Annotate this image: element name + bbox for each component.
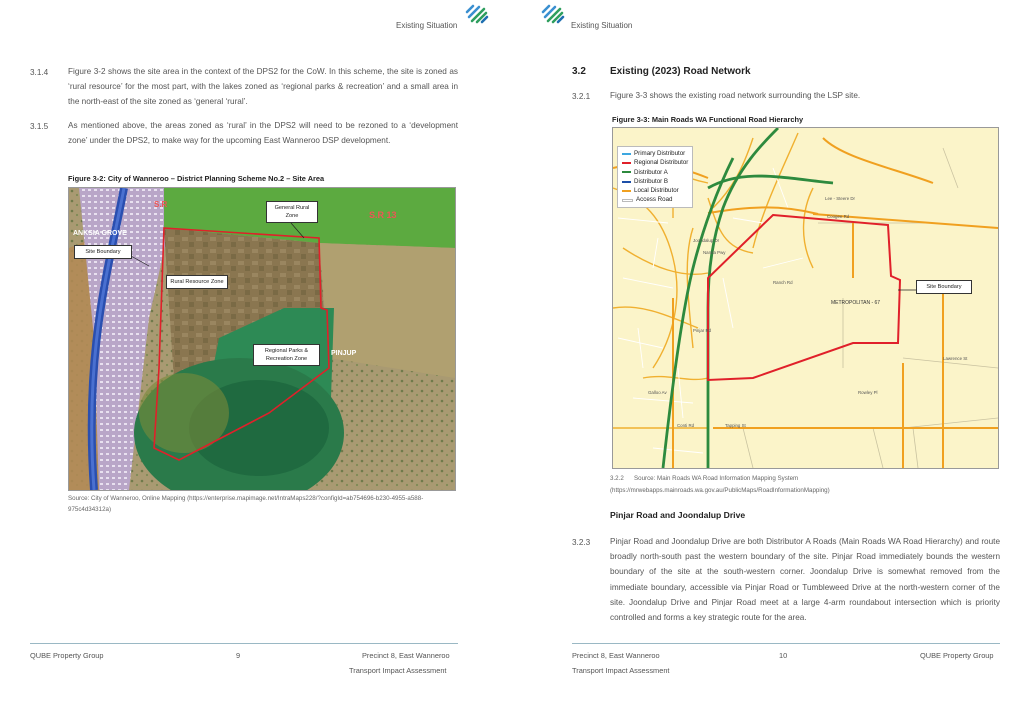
road-label-tapping: Tapping St	[725, 423, 746, 428]
map-label-pinjup: PINJUP	[331, 350, 357, 357]
road-label-joondalup: Joondalup Dr	[693, 238, 720, 243]
figure-3-2-caption: Figure 3-2: City of Wanneroo – District Planning Scheme No.2 – Site Area	[68, 174, 325, 183]
para-number: 3.2.1	[572, 92, 591, 101]
para-number: 3.2.3	[572, 538, 591, 547]
footer-project: Precinct 8, East Wanneroo	[572, 651, 660, 660]
footer-company: QUBE Property Group	[30, 651, 104, 660]
footer-report-title: Transport Impact Assessment	[572, 666, 670, 675]
legend-primary-distributor: Primary Distributor	[622, 149, 688, 158]
map-legend	[617, 146, 693, 208]
right-page	[514, 0, 1029, 702]
road-label-pinjar: Pinjar Rd	[693, 328, 712, 333]
road-label-coogee: Coogee Rd	[827, 214, 850, 219]
road-label-nanda: Nanda Pwy	[703, 250, 726, 255]
map-label-sr13: S.R 13	[369, 210, 397, 220]
map-label-sr: S.R	[154, 200, 168, 209]
road-label-conti: Conti Rd	[677, 423, 695, 428]
zoning-map	[68, 187, 456, 491]
footer-report-title: Transport Impact Assessment	[349, 666, 447, 675]
metro-region-label: METROPOLITAN - 67	[831, 300, 881, 306]
company-logo-icon	[464, 3, 490, 25]
legend-distributor-b: Distributor B	[622, 177, 688, 186]
callout-site-boundary: Site Boundary	[74, 245, 132, 259]
paragraph-3-2-1: Figure 3-3 shows the existing road network surrounding the LSP site.	[610, 91, 861, 100]
callout-regional-parks: Regional Parks & Recreation Zone	[253, 344, 320, 366]
figure-3-2-source: Source: City of Wanneroo, Online Mapping (https://enterprise.mapimage.net/IntraMaps228/?configId=ab754696-b230-4955-a588-975c4d34312a)	[68, 495, 424, 513]
road-hierarchy-map	[612, 127, 999, 469]
company-logo-icon	[540, 3, 566, 25]
road-label-ranch: Ranch Rd	[773, 280, 793, 285]
legend-access-road: Access Road	[622, 195, 688, 204]
footer-rule	[30, 643, 458, 644]
footer-project: Precinct 8, East Wanneroo	[362, 651, 450, 660]
legend-local-distributor: Local Distributor	[622, 186, 688, 195]
footer-page-number: 10	[779, 651, 788, 660]
road-label-rowley: Rowley Pl	[858, 390, 878, 395]
para-number: 3.1.5	[30, 122, 49, 131]
left-page	[0, 0, 514, 702]
callout-site-boundary: Site Boundary	[916, 280, 972, 294]
figure-3-3-caption: Figure 3-3: Main Roads WA Functional Road Hierarchy	[612, 115, 804, 124]
figure-3-3-source-url: (https://mrwebapps.mainroads.wa.gov.au/PublicMaps/RoadInformationMapping)	[610, 487, 830, 494]
footer-company: QUBE Property Group	[920, 651, 994, 660]
subsection-title: Pinjar Road and Joondalup Drive	[610, 510, 746, 520]
legend-regional-distributor: Regional Distributor	[622, 158, 688, 167]
paragraph-3-2-3: Pinjar Road and Joondalup Drive are both Distributor A Roads (Main Roads WA Road Hierarchy) and route broadly north-south past the western boundary of the site. Pinjar Road immediately bounds the western boundary of the site at the south-western corner. Joondalup Drive is somewhat removed from the immediate boundary, accessible via Pinjar Road or Tumbleweed Drive at the north-western corner of the site. Joondalup Drive and Pinjar Road meet at a large 4-arm roundabout intersection which is priority controlled and forms a key strategic route for the area.	[610, 537, 1000, 623]
footer-rule	[572, 643, 1000, 644]
section-number: 3.2	[572, 66, 586, 77]
para-number: 3.1.4	[30, 68, 49, 77]
paragraph-3-1-4: Figure 3-2 shows the site area in the context of the DPS2 for the CoW. In this scheme, the site is zoned as ‘rural resource’ for the most part, with the lakes zoned as ‘regional parks & recreation’ and a small area in the north-east of the site zoned as ‘general ‘rural’.	[68, 67, 458, 107]
callout-general-rural: General Rural Zone	[266, 201, 318, 223]
callout-rural-resource: Rural Resource Zone	[166, 275, 228, 289]
footer-page-number: 9	[236, 651, 241, 660]
road-label-lee-steere: Lee - Steere Dr	[825, 196, 856, 201]
map-label-banksia-grove: ANKSIA GROVE	[73, 230, 127, 237]
left-page-header: Existing Situation	[396, 21, 458, 30]
section-title: Existing (2023) Road Network	[610, 66, 751, 77]
figure-source-number: 3.2.2	[610, 475, 624, 482]
figure-3-3-source: Source: Main Roads WA Road Information Mapping System	[634, 475, 799, 482]
road-label-galloo: Galloo Av	[648, 390, 667, 395]
legend-distributor-a: Distributor A	[622, 168, 688, 177]
paragraph-3-1-5: As mentioned above, the areas zoned as ‘rural’ in the DPS2 will need to be rezoned to a ‘development zone’ under the DPS2, to make way for the upcoming East Wanneroo DSP development.	[68, 121, 458, 146]
road-label-lawrence: Lawrence St	[943, 356, 968, 361]
right-page-header: Existing Situation	[571, 21, 633, 30]
